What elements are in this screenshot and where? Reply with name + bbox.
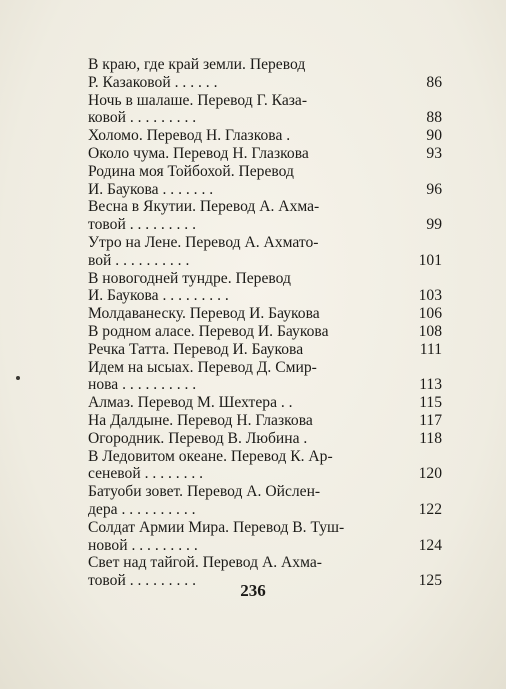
entry-title-line: Солдат Армии Мира. Перевод В. Туш- xyxy=(88,518,345,536)
entry-title-line: дера . . . . . . . . . . xyxy=(88,500,196,518)
entry-title-line: Огородник. Перевод В. Любина . xyxy=(88,429,308,447)
toc-entry xyxy=(88,359,442,395)
entry-page-number: 99 xyxy=(426,216,442,234)
entry-title-line: Холомо. Перевод Н. Глазкова . xyxy=(88,127,291,145)
entry-page-number: 90 xyxy=(426,127,442,145)
entry-title-line: Идем на ысыах. Перевод Д. Смир- xyxy=(88,358,317,376)
entry-title-line: В новогодней тундре. Перевод xyxy=(88,269,291,287)
entry-title-line: товой . . . . . . . . . xyxy=(88,216,196,234)
toc-entry xyxy=(88,323,442,341)
entry-page-number: 111 xyxy=(419,340,442,358)
toc-entry xyxy=(88,145,442,163)
entry-page-number: 113 xyxy=(419,376,442,394)
entry-title-line: Родина моя Тойбохой. Перевод xyxy=(88,162,294,180)
entry-title-line: Алмаз. Перевод М. Шехтера . . xyxy=(88,394,293,412)
toc-entry xyxy=(88,448,442,484)
entry-title-line: Р. Казаковой . . . . . . xyxy=(88,73,218,91)
entry-page-number: 101 xyxy=(418,251,442,269)
entry-title-line: Весна в Якутии. Перевод А. Ахма- xyxy=(88,198,320,216)
entry-page-number: 118 xyxy=(419,429,442,447)
toc-entry xyxy=(88,234,442,270)
page-number: 236 xyxy=(240,581,266,600)
entry-title-line: Молдаванеску. Перевод И. Баукова xyxy=(88,305,320,323)
entry-title-line: товой . . . . . . . . . xyxy=(88,572,196,590)
entry-title-line: нова . . . . . . . . . . xyxy=(88,376,197,394)
entry-title-line: Утро на Лене. Перевод А. Ахмато- xyxy=(88,233,319,251)
toc-entry xyxy=(88,483,442,519)
entry-page-number: 117 xyxy=(419,411,442,429)
toc-entry xyxy=(88,198,442,234)
entry-title-line: Речка Татта. Перевод И. Баукова xyxy=(88,340,304,358)
toc-entry xyxy=(88,412,442,430)
toc-entry xyxy=(88,519,442,555)
toc-entry xyxy=(88,127,442,145)
entry-title-line: ковой . . . . . . . . . xyxy=(88,109,197,127)
entry-title-line: сеневой . . . . . . . . xyxy=(88,465,204,483)
entry-page-number: 124 xyxy=(418,536,442,554)
entry-title-line: На Далдыне. Перевод Н. Глазкова xyxy=(88,411,313,429)
toc-entry xyxy=(88,430,442,448)
toc-entry xyxy=(88,270,442,306)
entry-page-number: 93 xyxy=(426,144,442,162)
entry-page-number: 108 xyxy=(418,322,442,340)
entry-title-line: В краю, где край земли. Перевод xyxy=(88,56,306,73)
entry-page-number: 88 xyxy=(426,109,442,127)
entry-title-line: вой . . . . . . . . . . xyxy=(88,251,190,269)
entry-title-line: Около чума. Перевод Н. Глазкова xyxy=(88,144,309,162)
toc-entry xyxy=(88,394,442,412)
toc-entry xyxy=(88,163,442,199)
entry-page-number: 106 xyxy=(418,305,442,323)
toc-entry xyxy=(88,56,442,92)
entry-title-line: В родном аласе. Перевод И. Баукова xyxy=(88,322,329,340)
ink-speck xyxy=(16,376,20,380)
entry-title-line: новой . . . . . . . . . xyxy=(88,536,198,554)
entry-page-number: 103 xyxy=(418,287,442,305)
entry-page-number: 120 xyxy=(418,465,442,483)
entry-page-number: 96 xyxy=(426,180,442,198)
table-of-contents xyxy=(88,56,442,590)
toc-entry xyxy=(88,341,442,359)
entry-title-line: Ночь в шалаше. Перевод Г. Каза- xyxy=(88,91,308,109)
entry-page-number: 115 xyxy=(419,394,442,412)
toc-entry xyxy=(88,305,442,323)
entry-title-line: И. Баукова . . . . . . . xyxy=(88,180,214,198)
entry-page-number: 125 xyxy=(418,572,442,590)
entry-title-line: Свет над тайгой. Перевод А. Ахма- xyxy=(88,554,322,572)
entry-title-line: Батуоби зовет. Перевод А. Ойслен- xyxy=(88,483,321,501)
toc-entry xyxy=(88,92,442,128)
entry-title-line: В Ледовитом океане. Перевод К. Ар- xyxy=(88,447,333,465)
entry-page-number: 86 xyxy=(426,73,442,91)
entry-page-number: 122 xyxy=(418,500,442,518)
entry-title-line: И. Баукова . . . . . . . . . xyxy=(88,287,229,305)
